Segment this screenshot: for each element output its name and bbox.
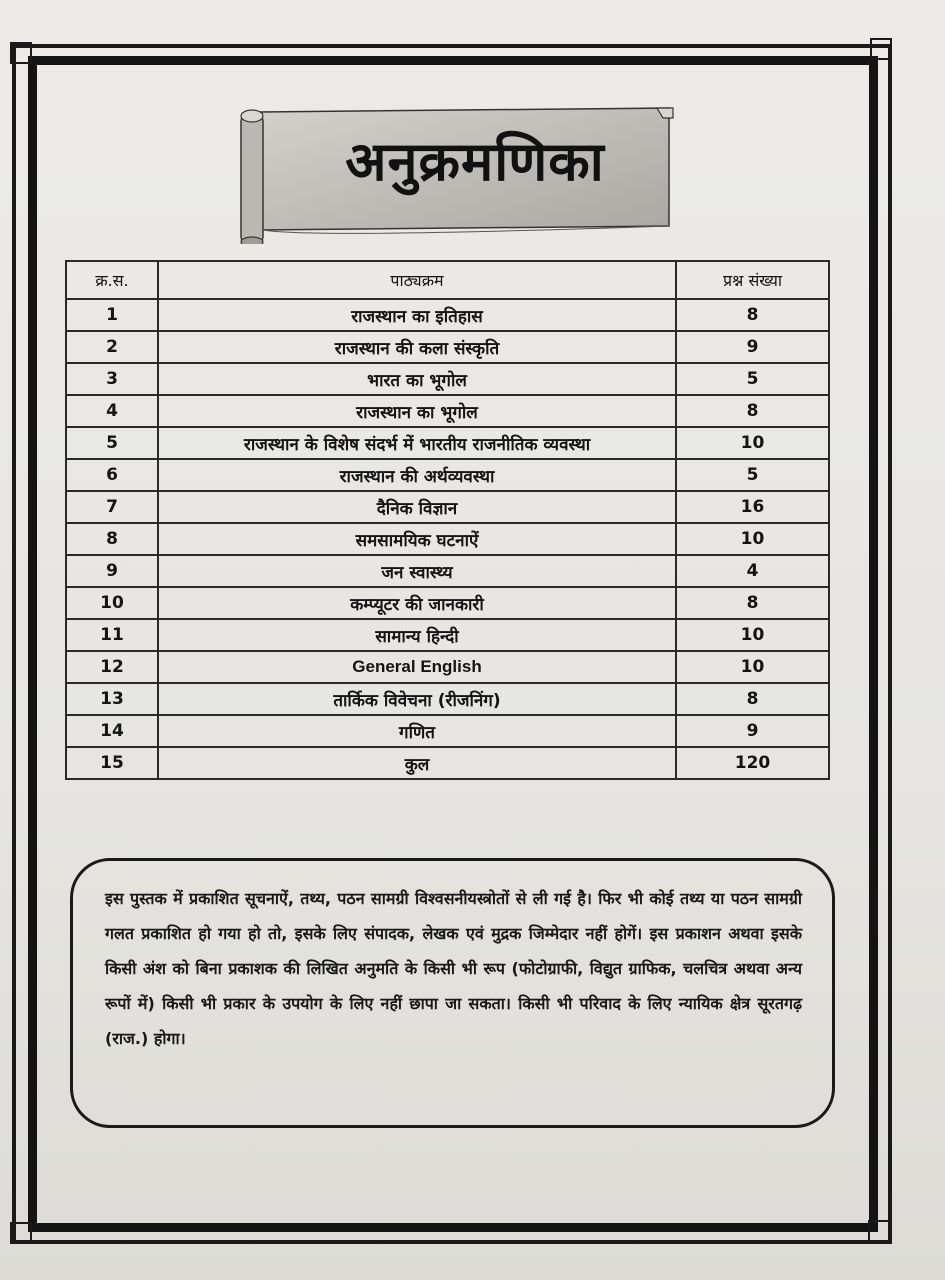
- subject-cell: सामान्य हिन्दी: [158, 619, 676, 651]
- subject-cell: गणित: [158, 715, 676, 747]
- subject-cell: राजस्थान की अर्थव्यवस्था: [158, 459, 676, 491]
- subject-cell: General English: [158, 651, 676, 683]
- column-header-question-count: प्रश्न संख्या: [676, 261, 829, 299]
- subject-cell: राजस्थान का इतिहास: [158, 299, 676, 331]
- column-header-serial: क्र.स.: [66, 261, 158, 299]
- count-cell: 4: [676, 555, 829, 587]
- table-row: [66, 683, 829, 715]
- serial-cell: 4: [66, 395, 158, 427]
- table-row: [66, 715, 829, 747]
- page-title: अनुक्रमणिका: [345, 130, 605, 193]
- serial-cell: 8: [66, 523, 158, 555]
- corner-ornament: [10, 42, 32, 64]
- table-row: [66, 491, 829, 523]
- serial-cell: 15: [66, 747, 158, 779]
- table-row: [66, 331, 829, 363]
- subject-cell: भारत का भूगोल: [158, 363, 676, 395]
- count-cell: 120: [676, 747, 829, 779]
- table-header-row: [66, 261, 829, 299]
- serial-cell: 5: [66, 427, 158, 459]
- subject-cell: समसामयिक घटनाऐं: [158, 523, 676, 555]
- table-row-total: [66, 747, 829, 779]
- serial-cell: 3: [66, 363, 158, 395]
- count-cell: 5: [676, 363, 829, 395]
- table-row: [66, 395, 829, 427]
- count-cell: 5: [676, 459, 829, 491]
- serial-cell: 9: [66, 555, 158, 587]
- count-cell: 8: [676, 683, 829, 715]
- serial-cell: 13: [66, 683, 158, 715]
- table-row: [66, 299, 829, 331]
- subject-cell: तार्किक विवेचना (रीजनिंग): [158, 683, 676, 715]
- count-cell: 10: [676, 619, 829, 651]
- table-row: [66, 651, 829, 683]
- table-row: [66, 555, 829, 587]
- serial-cell: 11: [66, 619, 158, 651]
- serial-cell: 14: [66, 715, 158, 747]
- count-cell: 10: [676, 651, 829, 683]
- table-row: [66, 619, 829, 651]
- serial-cell: 12: [66, 651, 158, 683]
- count-cell: 8: [676, 587, 829, 619]
- subject-cell: कम्प्यूटर की जानकारी: [158, 587, 676, 619]
- subject-cell: जन स्वास्थ्य: [158, 555, 676, 587]
- corner-ornament: [10, 1222, 32, 1244]
- table-row: [66, 459, 829, 491]
- count-cell: 9: [676, 715, 829, 747]
- syllabus-index-table: [65, 260, 830, 780]
- table-row: [66, 363, 829, 395]
- count-cell: 8: [676, 395, 829, 427]
- subject-cell: राजस्थान की कला संस्कृति: [158, 331, 676, 363]
- subject-cell: राजस्थान के विशेष संदर्भ में भारतीय राजनीतिक व्यवस्था: [158, 427, 676, 459]
- disclaimer-text: इस पुस्तक में प्रकाशित सूचनाऐं, तथ्य, पठन सामग्री विश्वसनीयस्त्रोतों से ली गई है। फिर भी कोई तथ्य या पठन सामग्री गलत प्रकाशित हो गया हो तो, इसके लिए संपादक, लेखक एवं मुद्रक जिम्मेदार नहीं होगें। इस प्रकाशन अथवा इसके किसी अंश को बिना प्रकाशक की लिखित अनुमति के किसी भी रूप (फोटोग्राफी, विद्युत ग्राफिक, चलचित्र अथवा अन्य रूपों में) किसी भी प्रकार के उपयोग के लिए नहीं छापा जा सकता। किसी भी परिवाद के लिए न्यायिक क्षेत्र सूरतगढ़ (राज.) होगा।: [105, 889, 802, 1048]
- count-cell: 8: [676, 299, 829, 331]
- serial-cell: 7: [66, 491, 158, 523]
- corner-ornament: [868, 1220, 890, 1242]
- corner-ornament: [870, 38, 892, 60]
- subject-cell: राजस्थान का भूगोल: [158, 395, 676, 427]
- table-row: [66, 587, 829, 619]
- disclaimer-box: [70, 858, 835, 1128]
- column-header-subject: पाठ्यक्रम: [158, 261, 676, 299]
- subject-cell: दैनिक विज्ञान: [158, 491, 676, 523]
- count-cell: 10: [676, 427, 829, 459]
- count-cell: 10: [676, 523, 829, 555]
- count-cell: 9: [676, 331, 829, 363]
- table-row: [66, 523, 829, 555]
- count-cell: 16: [676, 491, 829, 523]
- serial-cell: 1: [66, 299, 158, 331]
- serial-cell: 10: [66, 587, 158, 619]
- serial-cell: 2: [66, 331, 158, 363]
- title-scroll-banner: [237, 104, 675, 244]
- subject-cell: कुल: [158, 747, 676, 779]
- table-row: [66, 427, 829, 459]
- serial-cell: 6: [66, 459, 158, 491]
